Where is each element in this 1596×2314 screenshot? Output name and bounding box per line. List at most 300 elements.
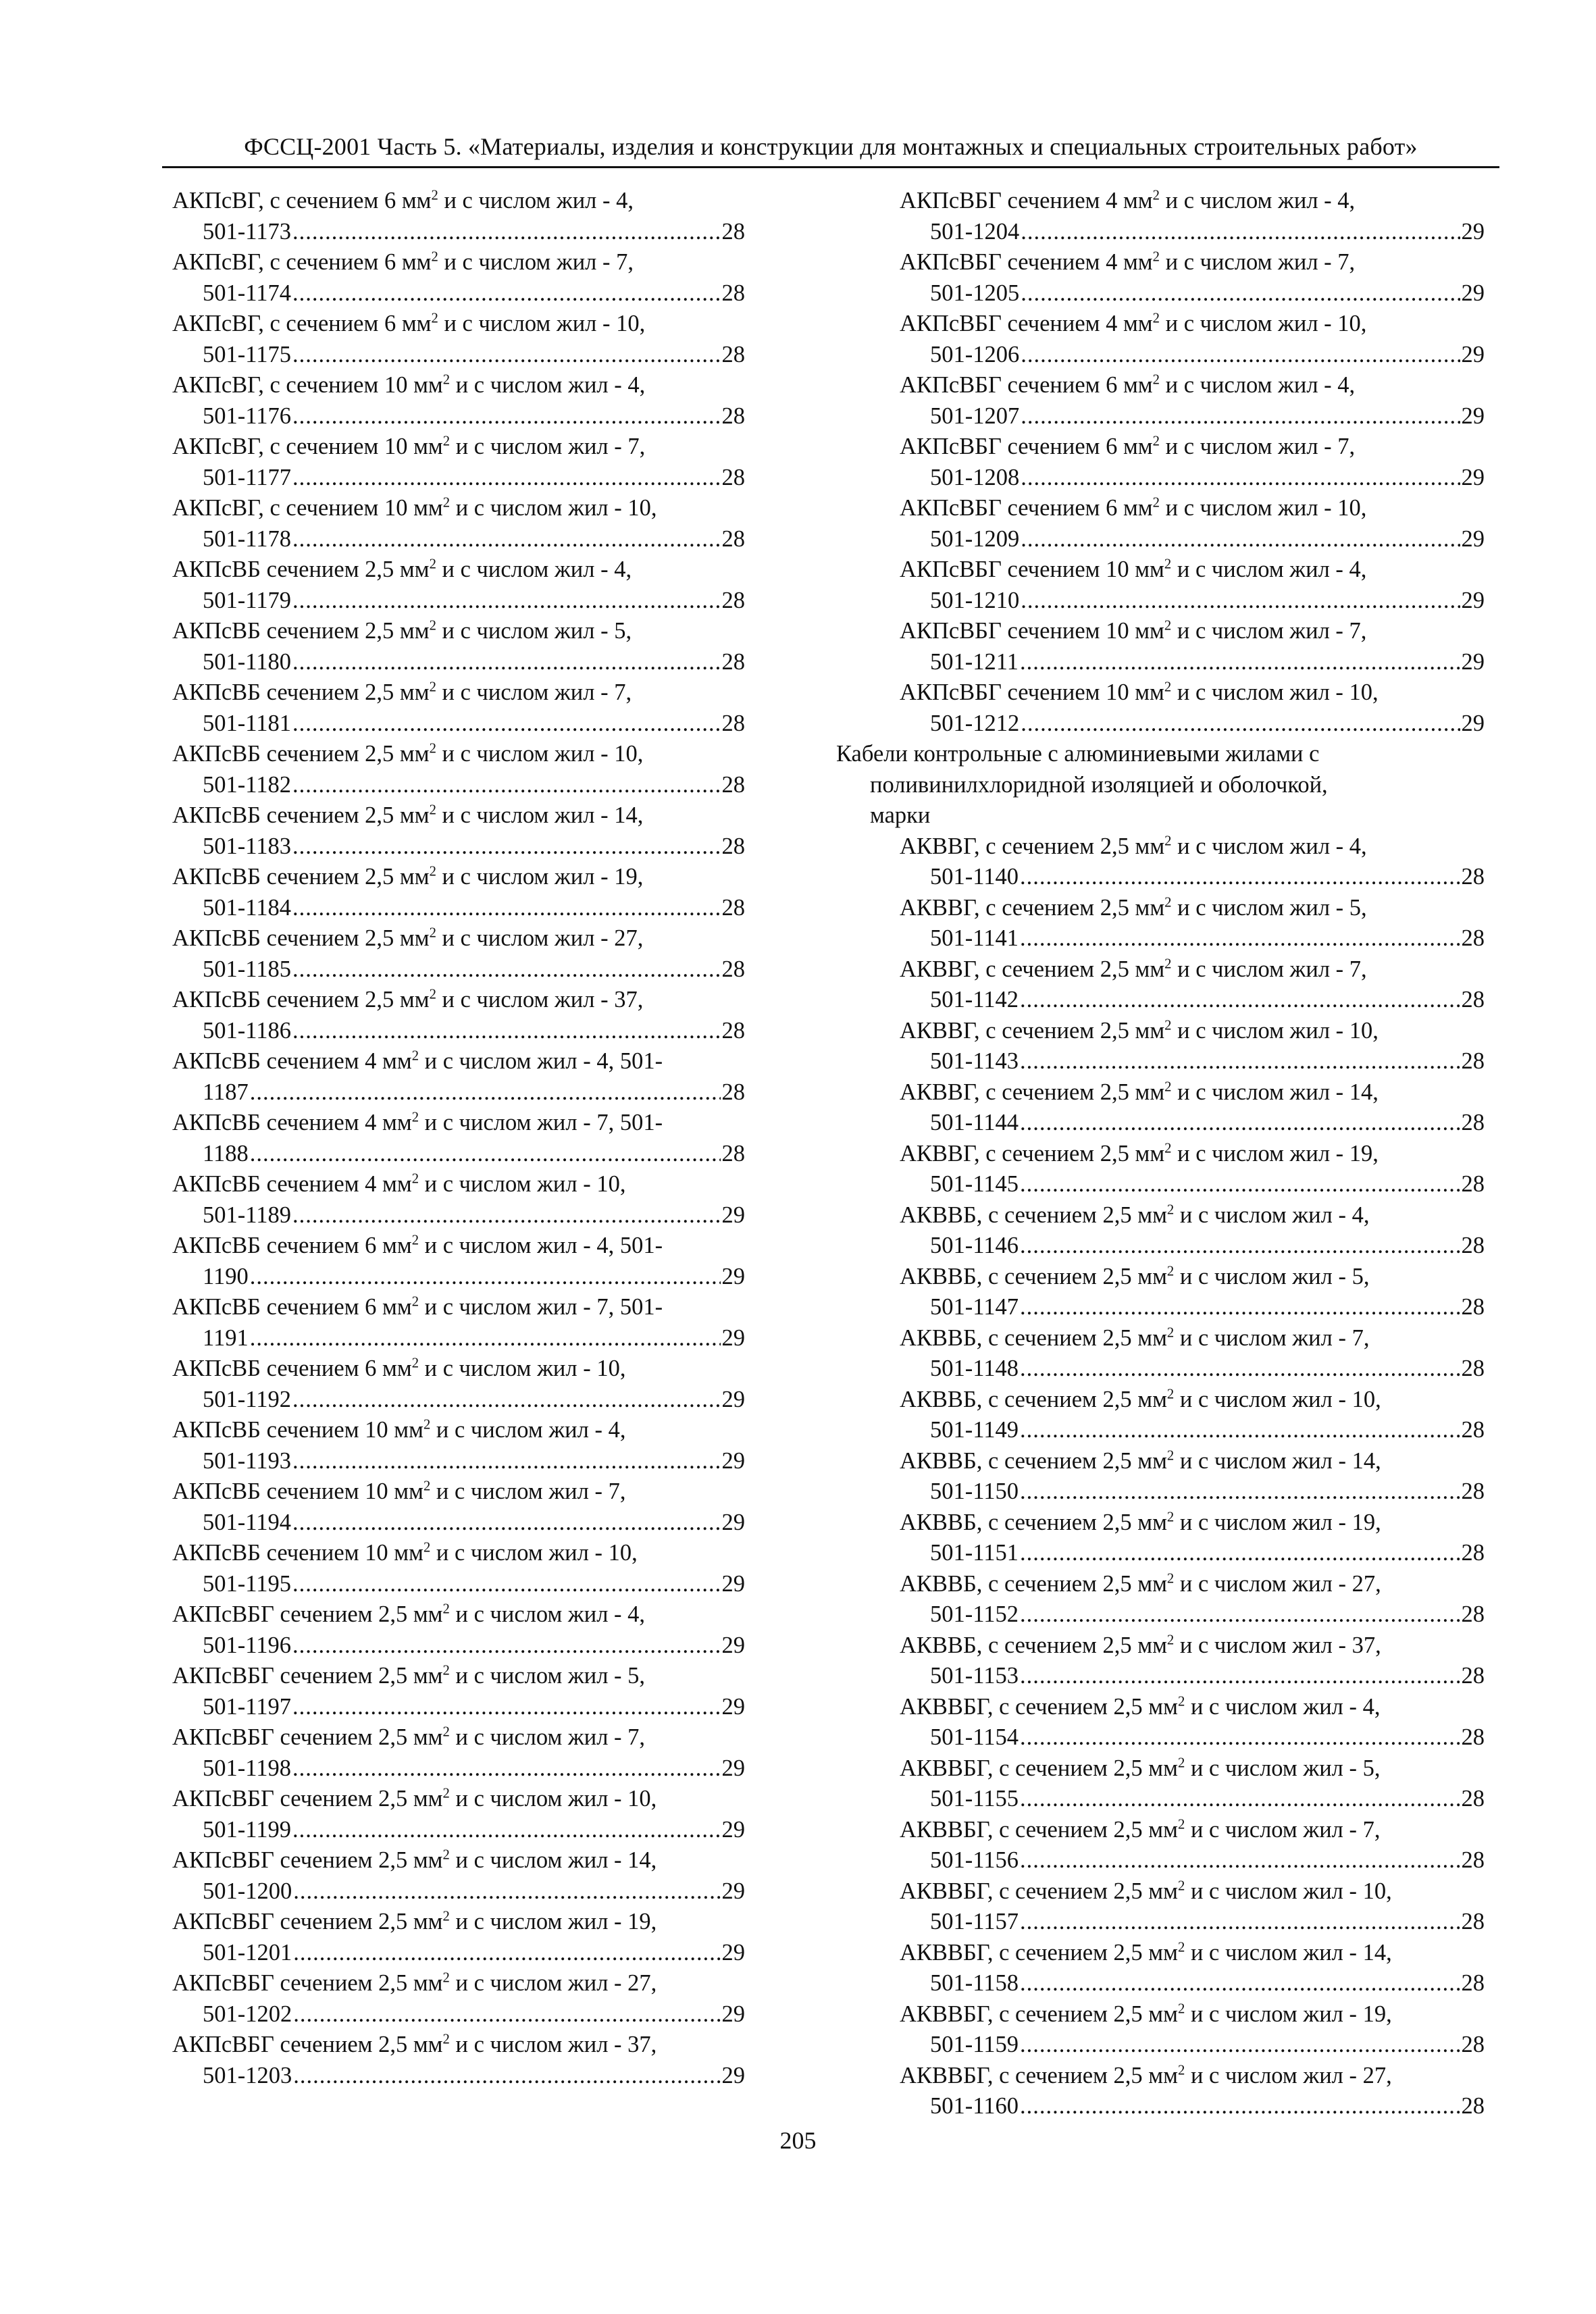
- entry-page-number: 29: [1461, 403, 1485, 429]
- dot-leader: [250, 1262, 721, 1293]
- entry-title: АКПсВБГ сечением 2,5 $мм^2$ и с числом жил - 27,: [172, 1970, 657, 1996]
- entry-page-number: 29: [1461, 710, 1485, 736]
- dot-leader: [1021, 401, 1460, 432]
- index-column-right: [836, 186, 1485, 2122]
- dot-leader: [1020, 1538, 1460, 1569]
- dot-leader: [293, 1999, 720, 2030]
- index-entry: [836, 1446, 1485, 1508]
- index-entry: [836, 1139, 1485, 1200]
- entry-reference: [172, 893, 745, 924]
- dot-leader: [1020, 1415, 1460, 1446]
- dot-leader: [1020, 1354, 1460, 1385]
- entry-title: АКВВБ, с сечением 2,5 $мм^2$ и с числом жил - 7,: [900, 1325, 1370, 1351]
- entry-reference: [172, 1200, 745, 1231]
- entry-reference: [172, 1323, 745, 1354]
- entry-page-number: 28: [1461, 1601, 1485, 1627]
- entry-reference: [172, 1938, 745, 1969]
- entry-page-number: 28: [1461, 1417, 1485, 1443]
- entry-page-number: 28: [1461, 1479, 1485, 1504]
- index-column-left: [172, 186, 745, 2091]
- dot-leader: [293, 2061, 720, 2092]
- entry-code: 501-1206: [930, 341, 1020, 367]
- entry-reference: [172, 1262, 745, 1293]
- entry-title: АКПсВБГ сечением 10 $мм^2$ и с числом жил - 4,: [900, 557, 1367, 582]
- index-entry: [172, 800, 745, 862]
- entry-reference: [172, 524, 745, 555]
- entry-title: АКВВБ, с сечением 2,5 $мм^2$ и с числом жил - 5,: [900, 1263, 1370, 1289]
- entry-code: 501-1160: [930, 2093, 1019, 2119]
- entry-page-number: 29: [721, 1447, 745, 1474]
- entry-title: АКВВБ, с сечением 2,5 $мм^2$ и с числом жил - 27,: [900, 1570, 1381, 1597]
- entry-code: 501-1192: [203, 1386, 291, 1412]
- entry-title: АКВВБГ, с сечением 2,5 $мм^2$ и с числом жил - 7,: [900, 1816, 1381, 1843]
- entry-reference: [836, 1784, 1485, 1815]
- dot-leader: [1020, 647, 1460, 678]
- entry-code: 501-1157: [930, 1909, 1019, 1934]
- entry-page-number: 28: [1461, 1909, 1485, 1934]
- entry-title: АКПсВБГ сечением 2,5 $мм^2$ и с числом жил - 4,: [172, 1601, 646, 1627]
- dot-leader: [292, 401, 721, 432]
- entry-reference: [836, 278, 1485, 309]
- category-heading-line-1: Кабели контрольные с алюминиевыми жилами с: [836, 741, 1320, 767]
- entry-page-number: 28: [721, 403, 745, 429]
- entry-title: АКПсВБ сечением 6 $мм^2$ и с числом жил - 7, 501-: [172, 1294, 663, 1320]
- index-entry: [172, 1354, 745, 1415]
- entry-code: 501-1184: [203, 894, 291, 921]
- dot-leader: [292, 278, 721, 309]
- entry-reference: [836, 1354, 1485, 1385]
- dot-leader: [292, 1016, 721, 1047]
- entry-title: АКВВБГ, с сечением 2,5 $мм^2$ и с числом жил - 14,: [900, 1939, 1392, 1965]
- entry-page-number: 28: [721, 1140, 745, 1166]
- entry-reference: [836, 401, 1485, 432]
- entry-reference: [172, 2061, 745, 2092]
- index-entry: [172, 1476, 745, 1538]
- entry-title: АКПсВГ, с сечением 6 $мм^2$ и с числом жил - 10,: [172, 311, 646, 336]
- index-entry: [836, 954, 1485, 1016]
- entry-page-number: 29: [721, 1693, 745, 1720]
- entry-title: АКПсВБ сечением 2,5 $мм^2$ и с числом жил - 7,: [172, 679, 632, 705]
- dot-leader: [250, 1139, 721, 1170]
- entry-code: 501-1173: [203, 218, 291, 245]
- entry-reference: [172, 647, 745, 678]
- entry-title: АКПсВБ сечением 2,5 $мм^2$ и с числом жил - 14,: [172, 802, 644, 828]
- entry-title: АКВВГ, с сечением 2,5 $мм^2$ и с числом жил - 7,: [900, 956, 1367, 982]
- entry-page-number: 29: [1461, 280, 1485, 306]
- entry-reference: [836, 1415, 1485, 1446]
- entry-page-number: 29: [721, 1878, 745, 1904]
- entry-code: 501-1183: [203, 833, 291, 859]
- entry-code: 501-1143: [930, 1048, 1019, 1074]
- page-number: 205: [779, 2127, 817, 2154]
- entry-code: 1190: [203, 1263, 249, 1289]
- entry-title: АКПсВБ сечением 4 $мм^2$ и с числом жил - 7, 501-: [172, 1110, 663, 1135]
- index-entry: [172, 186, 745, 247]
- dot-leader: [292, 709, 721, 740]
- index-entry: [836, 616, 1485, 677]
- entry-title: АКПсВБГ сечением 2,5 $мм^2$ и с числом жил - 7,: [172, 1724, 646, 1750]
- index-entry: [172, 370, 745, 432]
- left-entry-list: [172, 186, 745, 2091]
- entry-code: 501-1196: [203, 1632, 291, 1658]
- entry-title: АКПсВБ сечением 4 $мм^2$ и с числом жил - 4, 501-: [172, 1048, 663, 1074]
- entry-code: 1191: [203, 1325, 249, 1351]
- dot-leader: [292, 1692, 721, 1723]
- index-entry: [172, 1845, 745, 1907]
- index-entry: [172, 1046, 745, 1108]
- entry-title: АКВВГ, с сечением 2,5 $мм^2$ и с числом жил - 10,: [900, 1017, 1379, 1044]
- index-entry: [836, 893, 1485, 954]
- entry-code: 501-1185: [203, 956, 291, 982]
- dot-leader: [292, 1815, 721, 1846]
- dot-leader: [1020, 1845, 1460, 1876]
- index-entry: [172, 1722, 745, 1784]
- entry-reference: [836, 1108, 1485, 1139]
- dot-leader: [292, 831, 721, 863]
- entry-code: 501-1205: [930, 280, 1020, 306]
- entry-title: АКПсВБГ сечением 10 $мм^2$ и с числом жил - 7,: [900, 618, 1367, 644]
- entry-title: АКПсВБ сечением 2,5 $мм^2$ и с числом жил - 5,: [172, 618, 632, 644]
- entry-reference: [836, 2091, 1485, 2122]
- entry-code: 501-1150: [930, 1479, 1019, 1504]
- dot-leader: [1020, 1169, 1460, 1200]
- entry-page-number: 28: [1461, 1847, 1485, 1873]
- entry-code: 501-1148: [930, 1356, 1019, 1381]
- entry-page-number: 28: [1461, 1294, 1485, 1320]
- index-entry: [836, 1262, 1485, 1323]
- entry-reference: [836, 1722, 1485, 1753]
- entry-title: АКПсВБГ сечением 2,5 $мм^2$ и с числом жил - 19,: [172, 1909, 657, 1934]
- dot-leader: [292, 1446, 721, 1477]
- entry-title: АКПсВБГ сечением 4 $мм^2$ и с числом жил - 7,: [900, 249, 1356, 275]
- entry-code: 501-1144: [930, 1110, 1019, 1135]
- entry-reference: [836, 1538, 1485, 1569]
- entry-reference: [836, 862, 1485, 893]
- dot-leader: [1021, 278, 1460, 309]
- entry-reference: [836, 1599, 1485, 1630]
- index-entry: [172, 1784, 745, 1845]
- entry-code: 501-1203: [203, 2062, 292, 2088]
- entry-code: 501-1179: [203, 587, 291, 613]
- entry-title: АКПсВГ, с сечением 6 $мм^2$ и с числом жил - 7,: [172, 249, 634, 275]
- entry-page-number: 29: [721, 1263, 745, 1289]
- dot-leader: [292, 1385, 721, 1416]
- entry-page-number: 29: [1461, 587, 1485, 613]
- index-entry: [172, 1292, 745, 1354]
- entry-reference: [836, 1231, 1485, 1262]
- entry-reference: [172, 1385, 745, 1416]
- entry-reference: [836, 463, 1485, 494]
- entry-title: АКПсВБ сечением 10 $мм^2$ и с числом жил - 10,: [172, 1540, 638, 1566]
- entry-page-number: 28: [1461, 2093, 1485, 2119]
- entry-reference: [836, 1968, 1485, 1999]
- entry-title: АКВВБ, с сечением 2,5 $мм^2$ и с числом жил - 37,: [900, 1632, 1381, 1658]
- entry-page-number: 28: [721, 833, 745, 859]
- index-entry: [836, 1815, 1485, 1876]
- dot-leader: [1021, 463, 1460, 494]
- entry-reference: [836, 1476, 1485, 1508]
- entry-title: АКПсВБГ сечением 4 $мм^2$ и с числом жил - 10,: [900, 311, 1367, 336]
- entry-reference: [836, 1046, 1485, 1077]
- entry-title: АКВВБГ, с сечением 2,5 $мм^2$ и с числом жил - 19,: [900, 2001, 1392, 2027]
- dot-leader: [292, 954, 721, 985]
- entry-page-number: 28: [1461, 987, 1485, 1012]
- entry-code: 501-1147: [930, 1294, 1019, 1320]
- dot-leader: [292, 1569, 721, 1600]
- entry-title: АКПсВБГ сечением 2,5 $мм^2$ и с числом жил - 10,: [172, 1786, 657, 1811]
- entry-page-number: 29: [721, 1755, 745, 1781]
- index-entry: [836, 1999, 1485, 2061]
- entry-code: 501-1201: [203, 1939, 292, 1965]
- index-entry: [836, 247, 1485, 309]
- dot-leader: [1020, 1661, 1460, 1692]
- entry-page-number: 28: [721, 218, 745, 245]
- index-entry: [172, 432, 745, 493]
- dot-leader: [1020, 1907, 1460, 1938]
- dot-leader: [292, 647, 721, 678]
- entry-code: 501-1152: [930, 1601, 1019, 1627]
- dot-leader: [1020, 1784, 1460, 1815]
- category-heading-line-2: поливинилхлоридной изоляцией и оболочкой,: [870, 771, 1328, 798]
- entry-page-number: 28: [1461, 1540, 1485, 1566]
- entry-reference: [172, 1446, 745, 1477]
- entry-title: АКПсВГ, с сечением 10 $мм^2$ и с числом жил - 4,: [172, 372, 646, 398]
- entry-page-number: 29: [721, 1386, 745, 1412]
- entry-title: АКПсВБГ сечением 6 $мм^2$ и с числом жил - 7,: [900, 434, 1356, 459]
- index-entry: [836, 1323, 1485, 1385]
- index-entry: [836, 2061, 1485, 2122]
- category-heading-line-3: марки: [870, 802, 931, 828]
- entry-reference: [836, 1907, 1485, 1938]
- dot-leader: [1020, 1722, 1460, 1753]
- entry-page-number: 28: [721, 280, 745, 306]
- entry-title: АКПсВБ сечением 2,5 $мм^2$ и с числом жил - 4,: [172, 557, 632, 582]
- entry-page-number: 28: [721, 1017, 745, 1044]
- entry-page-number: 29: [721, 1570, 745, 1597]
- entry-reference: [836, 217, 1485, 248]
- entry-page-number: 28: [721, 525, 745, 552]
- entry-page-number: 29: [721, 1632, 745, 1658]
- entry-reference: [836, 340, 1485, 371]
- entry-page-number: 28: [721, 710, 745, 736]
- index-entry: [172, 677, 745, 739]
- entry-code: 501-1156: [930, 1847, 1019, 1873]
- entry-title: АКВВБГ, с сечением 2,5 $мм^2$ и с числом жил - 27,: [900, 2062, 1392, 2088]
- dot-leader: [1021, 709, 1460, 740]
- entry-code: 1187: [203, 1079, 249, 1105]
- index-entry: [172, 1661, 745, 1722]
- entry-reference: [836, 923, 1485, 954]
- entry-title: АКВВБГ, с сечением 2,5 $мм^2$ и с числом жил - 4,: [900, 1693, 1381, 1720]
- index-entry: [172, 1415, 745, 1476]
- entry-code: 501-1141: [930, 925, 1019, 951]
- index-entry: [172, 1907, 745, 1968]
- dot-leader: [292, 340, 721, 371]
- dot-leader: [292, 217, 721, 248]
- entry-title: АКПсВБ сечением 10 $мм^2$ и с числом жил - 7,: [172, 1479, 626, 1504]
- dot-leader: [1020, 1046, 1460, 1077]
- index-entry: [172, 309, 745, 370]
- index-entry: [172, 1108, 745, 1169]
- dot-leader: [1020, 1476, 1460, 1508]
- entry-title: АКПсВГ, с сечением 6 $мм^2$ и с числом жил - 4,: [172, 188, 634, 213]
- dot-leader: [1020, 862, 1460, 893]
- index-entry: [172, 1169, 745, 1231]
- dot-leader: [293, 1938, 720, 1969]
- entry-title: АКПсВБГ сечением 10 $мм^2$ и с числом жил - 10,: [900, 679, 1379, 705]
- index-entry: [172, 1968, 745, 2030]
- entry-page-number: 28: [1461, 1724, 1485, 1750]
- index-entry: [836, 1692, 1485, 1753]
- category-heading: [836, 739, 1485, 831]
- entry-title: АКВВБ, с сечением 2,5 $мм^2$ и с числом жил - 10,: [900, 1386, 1381, 1412]
- dot-leader: [1020, 1599, 1460, 1630]
- entry-page-number: 28: [1461, 1356, 1485, 1381]
- entry-code: 501-1181: [203, 710, 291, 736]
- entry-reference: [172, 1753, 745, 1784]
- entry-page-number: 28: [1461, 1970, 1485, 1996]
- dot-leader: [250, 1323, 721, 1354]
- entry-title: АКПсВГ, с сечением 10 $мм^2$ и с числом жил - 10,: [172, 495, 657, 521]
- entry-code: 501-1140: [930, 864, 1019, 890]
- index-entry: [172, 493, 745, 555]
- index-entry: [172, 985, 745, 1046]
- entry-code: 501-1199: [203, 1816, 291, 1843]
- entry-page-number: 29: [1461, 525, 1485, 552]
- entry-reference: [172, 1999, 745, 2030]
- entry-reference: [836, 524, 1485, 555]
- entry-page-number: 28: [1461, 1171, 1485, 1197]
- entry-code: 501-1211: [930, 648, 1019, 675]
- entry-title: АКВВБГ, с сечением 2,5 $мм^2$ и с числом жил - 10,: [900, 1878, 1392, 1904]
- entry-code: 501-1186: [203, 1017, 291, 1044]
- entry-reference: [172, 1139, 745, 1170]
- dot-leader: [1020, 2030, 1460, 2061]
- entry-page-number: 28: [721, 1079, 745, 1105]
- entry-page-number: 28: [721, 587, 745, 613]
- entry-reference: [836, 985, 1485, 1016]
- entry-reference: [172, 709, 745, 740]
- entry-title: АКВВБГ, с сечением 2,5 $мм^2$ и с числом жил - 5,: [900, 1755, 1381, 1781]
- entry-reference: [172, 1016, 745, 1047]
- entry-page-number: 28: [1461, 1048, 1485, 1074]
- entry-reference: [172, 1508, 745, 1539]
- entry-page-number: 29: [1461, 648, 1485, 675]
- entry-code: 501-1212: [930, 710, 1020, 736]
- index-entry: [836, 1938, 1485, 1999]
- entry-page-number: 28: [721, 894, 745, 921]
- dot-leader: [250, 1077, 721, 1108]
- entry-page-number: 28: [1461, 1786, 1485, 1811]
- entry-reference: [172, 1630, 745, 1662]
- right-entry-list-top: [836, 186, 1485, 739]
- entry-reference: [172, 1077, 745, 1108]
- right-entry-list-bottom: [836, 831, 1485, 2122]
- entry-code: 501-1180: [203, 648, 291, 675]
- entry-reference: [836, 1845, 1485, 1876]
- header-rule: [162, 166, 1499, 168]
- entry-title: АКПсВБГ сечением 6 $мм^2$ и с числом жил - 10,: [900, 495, 1367, 521]
- entry-title: АКПсВБГ сечением 2,5 $мм^2$ и с числом жил - 37,: [172, 2032, 657, 2057]
- index-entry: [836, 677, 1485, 739]
- entry-reference: [172, 586, 745, 617]
- entry-code: 501-1153: [930, 1663, 1019, 1689]
- entry-title: АКВВБ, с сечением 2,5 $мм^2$ и с числом жил - 14,: [900, 1447, 1381, 1474]
- entry-page-number: 28: [721, 956, 745, 982]
- entry-code: 1188: [203, 1140, 249, 1166]
- index-entry: [836, 1569, 1485, 1630]
- dot-leader: [292, 586, 721, 617]
- index-entry: [836, 1630, 1485, 1692]
- dot-leader: [292, 1200, 721, 1231]
- index-entry: [836, 555, 1485, 616]
- index-entry: [836, 432, 1485, 493]
- index-entry: [172, 555, 745, 616]
- entry-code: 501-1158: [930, 1970, 1019, 1996]
- entry-title: АКПсВБ сечением 6 $мм^2$ и с числом жил - 10,: [172, 1356, 626, 1381]
- entry-reference: [172, 463, 745, 494]
- entry-title: АКПсВБГ сечением 2,5 $мм^2$ и с числом жил - 14,: [172, 1847, 657, 1873]
- dot-leader: [1021, 586, 1460, 617]
- index-entry: [836, 1200, 1485, 1262]
- entry-code: 501-1174: [203, 280, 291, 306]
- entry-code: 501-1197: [203, 1693, 291, 1720]
- entry-reference: [172, 1815, 745, 1846]
- index-entry: [172, 1231, 745, 1292]
- entry-page-number: 28: [1461, 925, 1485, 951]
- entry-title: АКПсВБ сечением 10 $мм^2$ и с числом жил - 4,: [172, 1417, 626, 1443]
- entry-title: АКПсВБ сечением 2,5 $мм^2$ и с числом жил - 10,: [172, 741, 644, 767]
- entry-reference: [836, 1661, 1485, 1692]
- entry-title: АКПсВБ сечением 2,5 $мм^2$ и с числом жил - 19,: [172, 864, 644, 890]
- entry-code: 501-1207: [930, 403, 1020, 429]
- entry-title: АКПсВБ сечением 2,5 $мм^2$ и с числом жил - 27,: [172, 925, 644, 951]
- entry-code: 501-1193: [203, 1447, 291, 1474]
- index-entry: [836, 1385, 1485, 1446]
- entry-code: 501-1200: [203, 1878, 292, 1904]
- entry-reference: [836, 1292, 1485, 1323]
- entry-title: АКПсВБГ сечением 2,5 $мм^2$ и с числом жил - 5,: [172, 1663, 646, 1689]
- dot-leader: [293, 1876, 720, 1907]
- index-entry: [836, 1077, 1485, 1139]
- entry-code: 501-1194: [203, 1509, 291, 1535]
- entry-page-number: 29: [721, 1325, 745, 1351]
- entry-page-number: 29: [721, 2062, 745, 2088]
- entry-reference: [172, 1692, 745, 1723]
- index-entry: [172, 247, 745, 309]
- entry-page-number: 29: [721, 1202, 745, 1228]
- entry-code: 501-1178: [203, 525, 291, 552]
- entry-title: АКПсВГ, с сечением 10 $мм^2$ и с числом жил - 7,: [172, 434, 646, 459]
- dot-leader: [292, 1508, 721, 1539]
- entry-page-number: 28: [1461, 1110, 1485, 1135]
- dot-leader: [1020, 985, 1460, 1016]
- dot-leader: [1020, 1108, 1460, 1139]
- entry-page-number: 28: [1461, 864, 1485, 890]
- entry-reference: [172, 1876, 745, 1907]
- entry-code: 501-1195: [203, 1570, 291, 1597]
- entry-code: 501-1182: [203, 771, 291, 798]
- entry-page-number: 28: [721, 648, 745, 675]
- entry-title: АКПсВБ сечением 6 $мм^2$ и с числом жил - 4, 501-: [172, 1233, 663, 1258]
- index-entry: [172, 616, 745, 677]
- entry-page-number: 29: [721, 1939, 745, 1965]
- entry-code: 501-1208: [930, 464, 1020, 490]
- entry-reference: [172, 954, 745, 985]
- index-entry: [172, 1538, 745, 1599]
- index-entry: [836, 186, 1485, 247]
- index-entry: [172, 862, 745, 923]
